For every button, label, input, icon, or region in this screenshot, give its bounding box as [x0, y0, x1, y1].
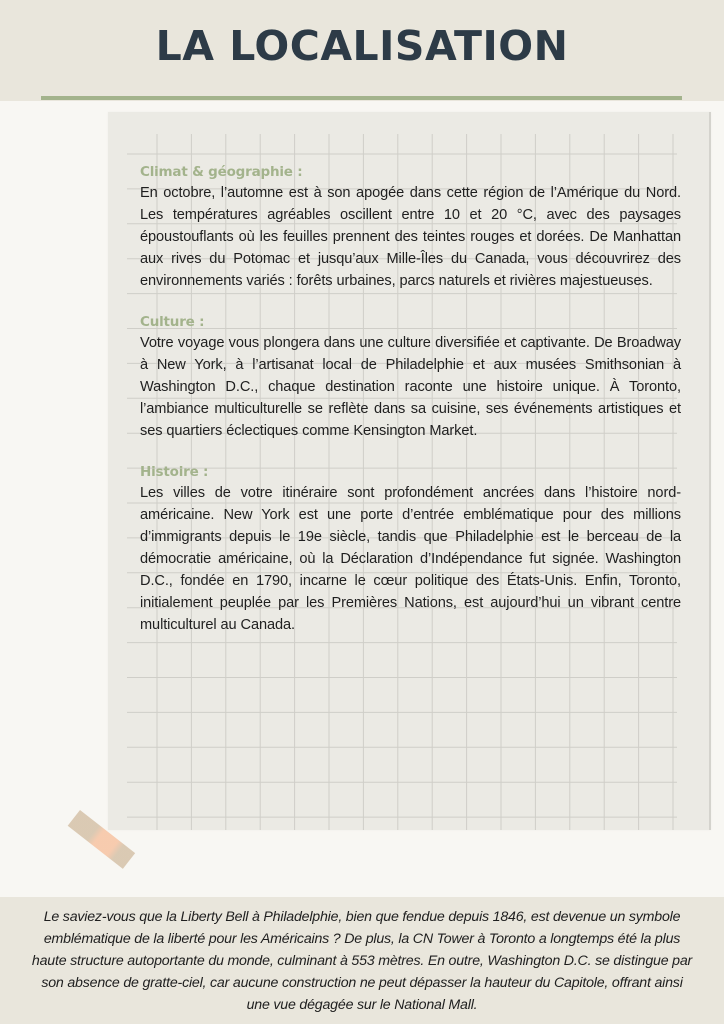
title-underline-divider: [41, 96, 682, 100]
section-culture: [140, 312, 681, 442]
section-body: En octobre, l’automne est à son apogée dans cette région de l’Amérique du Nord. Les températures agréables oscillent entre 10 et 20 °C, avec des paysages époustouflants où les feuilles prennent des teintes rouges et dorées. De Manhattan aux rives du Potomac et jusqu’aux Mille-Îles du Canada, vous découvrirez des environnements variés : forêts urbaines, parcs naturels et rivières majestueuses.: [140, 185, 681, 289]
header-band: [0, 0, 724, 101]
section-climate-geography: [140, 162, 681, 292]
section-heading: Culture :: [140, 314, 205, 330]
section-heading: Histoire :: [140, 464, 209, 480]
section-body: Votre voyage vous plongera dans une culture diversifiée et captivante. De Broadway à New York, à l’artisanat local de Philadelphie et aux musées Smithsonian à Washington D.C., chaque destination raconte une histoire unique. À Toronto, l’ambiance multiculturelle se reflète dans sa cuisine, ses événements artistiques et ses quartiers éclectiques comme Kensington Market.: [140, 335, 681, 439]
fun-fact-text: Le saviez-vous que la Liberty Bell à Philadelphie, bien que fendue depuis 1846, est devenue un symbole emblématique de la liberté pour les Américains ? De plus, la CN Tower à Toronto a longtemps été la plus haute structure autoportante du monde, culminant à 553 mètres. En outre, Washington D.C. se distingue par son absence de gratte-ciel, car aucune construction ne peut dépasser la hauteur du Capitole, offrant ainsi une vue dégagée sur le National Mall.: [31, 909, 693, 1013]
section-history: [140, 462, 681, 636]
section-body: Les villes de votre itinéraire sont profondément ancrées dans l’histoire nord-américaine. New York est une porte d’entrée emblématique pour des millions d’immigrants depuis le 19e siècle, tandis que Philadelphie est le berceau de la démocratie américaine, où la Déclaration d’Indépendance fut signée. Washington D.C., fondée en 1790, incarne le cœur politique des États-Unis. Enfin, Toronto, initialement peuplée par les Premières Nations, est aujourd’hui un vibrant centre multiculturel au Canada.: [140, 485, 681, 633]
section-heading: Climat & géographie :: [140, 164, 303, 180]
page-title: LA LOCALISATION: [155, 22, 569, 70]
content-sections: [140, 162, 681, 656]
